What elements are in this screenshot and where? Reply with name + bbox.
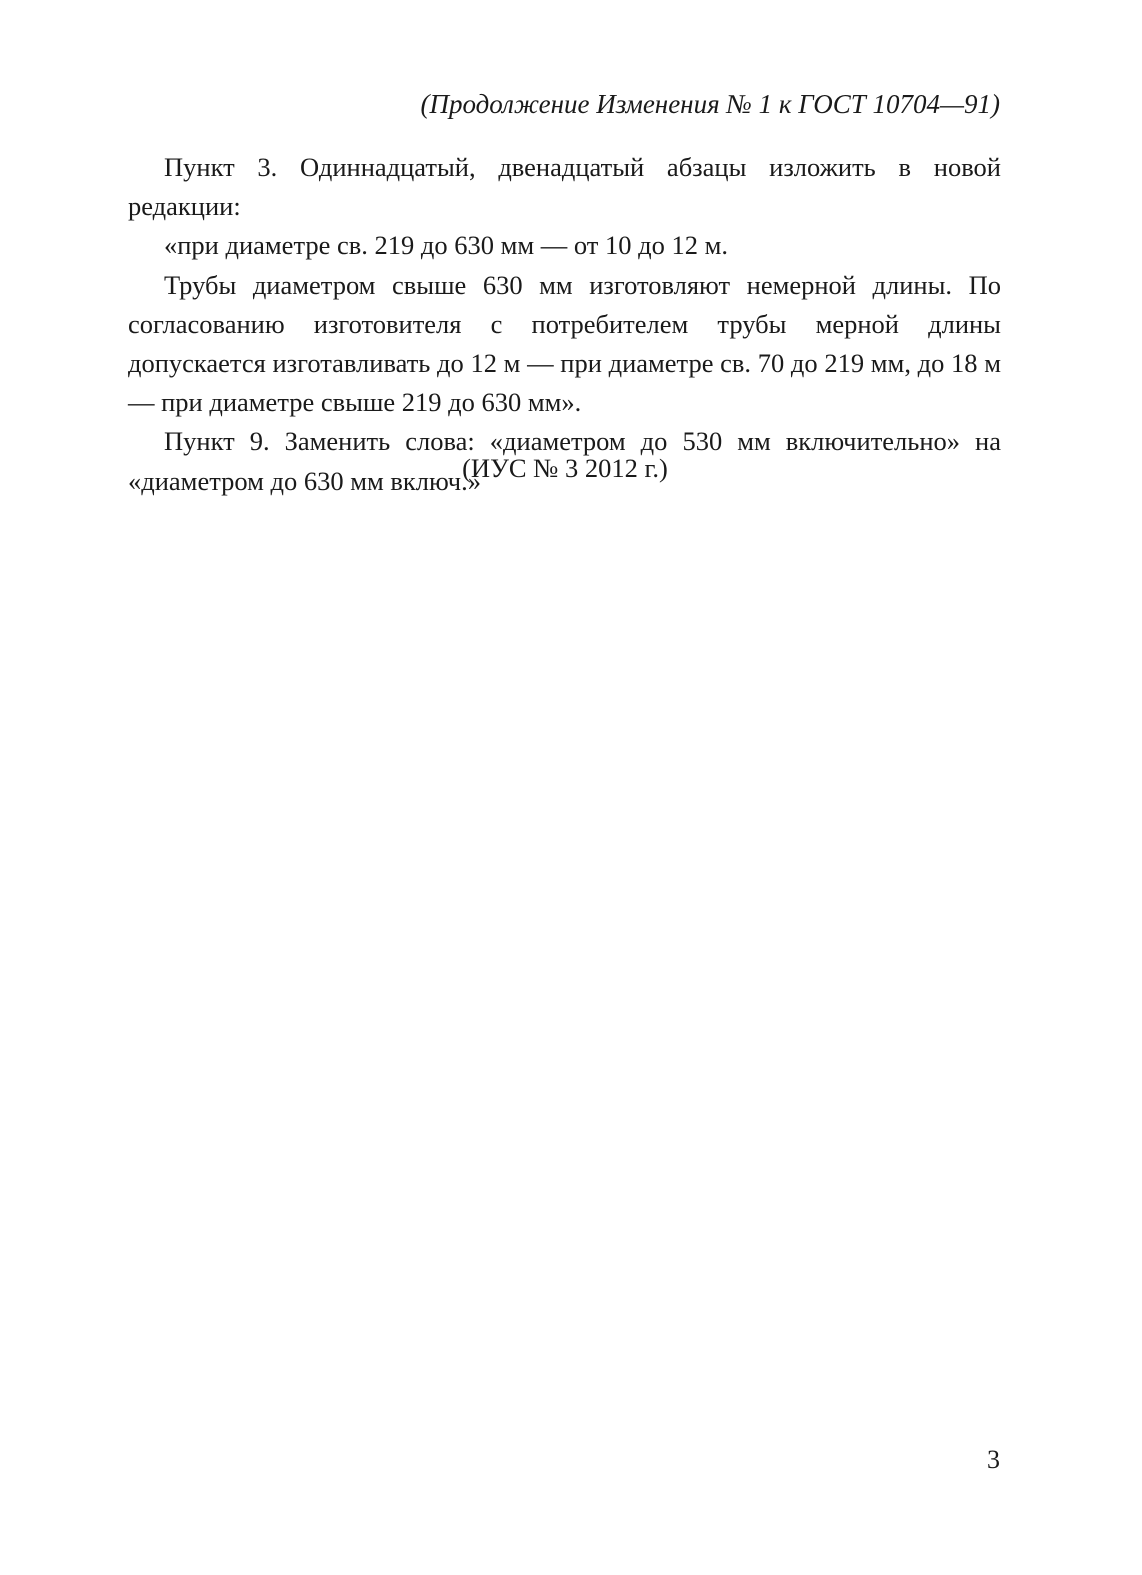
running-title: (Продолжение Изменения № 1 к ГОСТ 10704—91)	[420, 89, 1000, 119]
page-number: 3	[987, 1445, 1000, 1474]
source-reference: (ИУС № 3 2012 г.)	[462, 453, 668, 483]
paragraph-item-3: Пункт 3. Одиннадцатый, двенадцатый абзацы изложить в новой редакции:	[128, 152, 1001, 222]
paragraph-pipes-length: Трубы диаметром свыше 630 мм изготовляют немерной длины. По согласованию изготовителя с потребителем трубы мерной длины допускается изготавливать до 12 м — при диаметре св. 70 до 219 мм, до 18 м — при диаметре свыше 219 до 630 мм».	[128, 269, 1001, 418]
paragraph-item-9: Пункт 9. Заменить слова: «диаметром до 530 мм включительно» на «диаметром до 630 мм включ.»	[128, 426, 1001, 496]
paragraph-quote-start: «при диаметре св. 219 до 630 мм — от 10 до 12 м.	[164, 230, 729, 261]
